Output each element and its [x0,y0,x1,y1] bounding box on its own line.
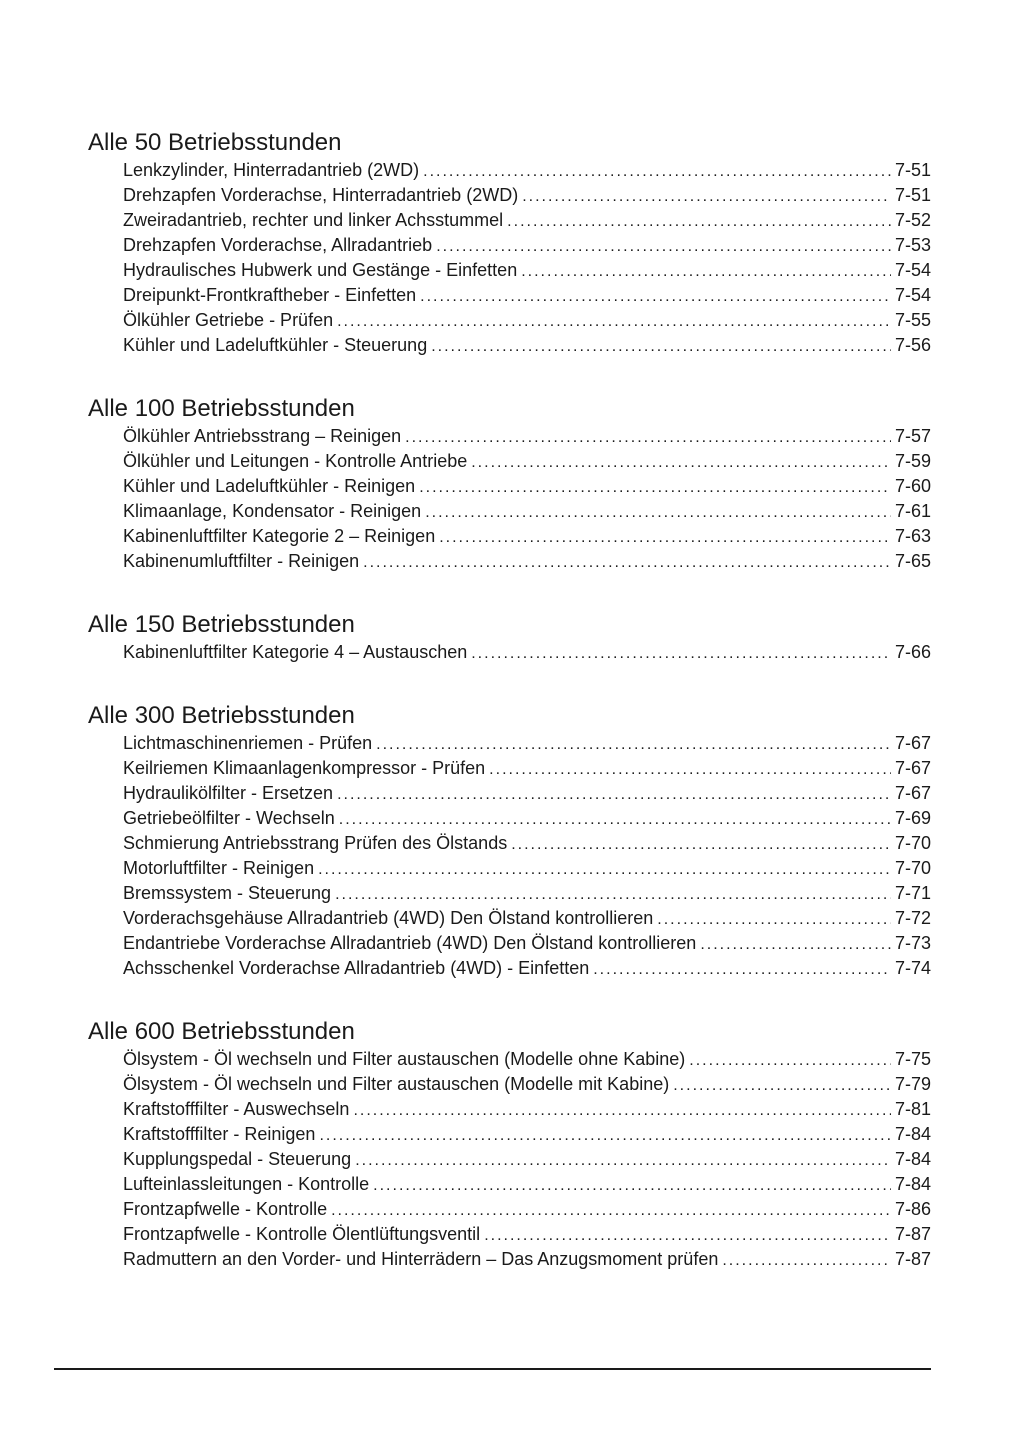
toc-entry[interactable] [88,1172,931,1197]
entry-list [88,158,931,358]
toc-entry[interactable] [88,1097,931,1122]
dot-leader [405,425,891,450]
entry-title: Ölsystem - Öl wechseln und Filter austauschen (Modelle ohne Kabine) [123,1049,686,1069]
toc-entry[interactable] [88,1072,931,1097]
toc-entry[interactable] [88,183,931,208]
table-of-contents [88,128,931,1272]
dot-leader [420,284,891,309]
entry-title: Drehzapfen Vorderachse, Allradantrieb [123,235,433,255]
entry-list [88,731,931,981]
entry-page-number: 7-71 [894,883,931,903]
toc-entry[interactable] [88,474,931,499]
entry-page-number: 7-79 [894,1074,931,1094]
section-title: Alle 150 Betriebsstunden [88,611,355,638]
entry-title: Dreipunkt-Frontkraftheber - Einfetten [123,285,417,305]
entry-title: Kabinenluftfilter Kategorie 2 – Reinigen [123,526,436,546]
toc-entry[interactable] [88,158,931,183]
dot-leader [363,550,891,575]
toc-entry[interactable] [88,333,931,358]
dot-leader [673,1073,891,1098]
dot-leader [439,525,891,550]
entry-page-number: 7-60 [894,476,931,496]
entry-page-number: 7-55 [894,310,931,330]
dot-leader [689,1048,891,1073]
entry-page-number: 7-70 [894,858,931,878]
toc-entry[interactable] [88,756,931,781]
toc-entry[interactable] [88,1147,931,1172]
toc-section [88,610,931,665]
entry-page-number: 7-63 [894,526,931,546]
entry-title: Getriebeölfilter - Wechseln [123,808,335,828]
entry-title: Motorluftfilter - Reinigen [123,858,315,878]
toc-entry[interactable] [88,781,931,806]
entry-page-number: 7-67 [894,733,931,753]
toc-entry[interactable] [88,1197,931,1222]
entry-title: Hydraulikölfilter - Ersetzen [123,783,334,803]
section-title: Alle 50 Betriebsstunden [88,129,342,156]
toc-entry[interactable] [88,258,931,283]
toc-entry[interactable] [88,549,931,574]
entry-page-number: 7-67 [894,783,931,803]
toc-entry[interactable] [88,499,931,524]
dot-leader [331,1198,891,1223]
entry-page-number: 7-65 [894,551,931,571]
dot-leader [337,782,891,807]
entry-title: Kupplungspedal - Steuerung [123,1149,352,1169]
entry-page-number: 7-51 [894,185,931,205]
entry-title: Kühler und Ladeluftkühler - Steuerung [123,335,428,355]
entry-title: Lufteinlassleitungen - Kontrolle [123,1174,370,1194]
entry-title: Radmuttern an den Vorder- und Hinterrädern – Das Anzugsmoment prüfen [123,1249,719,1269]
dot-leader [484,1223,891,1248]
toc-entry[interactable] [88,449,931,474]
toc-entry[interactable] [88,1047,931,1072]
entry-page-number: 7-51 [894,160,931,180]
entry-page-number: 7-67 [894,758,931,778]
dot-leader [521,259,891,284]
entry-list [88,640,931,665]
entry-title: Kraftstofffilter - Auswechseln [123,1099,350,1119]
toc-entry[interactable] [88,806,931,831]
toc-entry[interactable] [88,731,931,756]
toc-entry[interactable] [88,1222,931,1247]
dot-leader [353,1098,891,1123]
entry-page-number: 7-54 [894,285,931,305]
dot-leader [471,450,891,475]
entry-title: Frontzapfwelle - Kontrolle [123,1199,328,1219]
dot-leader [373,1173,891,1198]
entry-page-number: 7-52 [894,210,931,230]
toc-entry[interactable] [88,856,931,881]
section-title: Alle 600 Betriebsstunden [88,1018,355,1045]
entry-page-number: 7-70 [894,833,931,853]
dot-leader [489,757,891,782]
section-title: Alle 300 Betriebsstunden [88,702,355,729]
entry-page-number: 7-81 [894,1099,931,1119]
dot-leader [522,184,891,209]
dot-leader [593,957,891,982]
toc-entry[interactable] [88,1122,931,1147]
entry-title: Bremssystem - Steuerung [123,883,332,903]
entry-title: Frontzapfwelle - Kontrolle Ölentlüftungsventil [123,1224,481,1244]
entry-page-number: 7-84 [894,1149,931,1169]
entry-page-number: 7-61 [894,501,931,521]
toc-entry[interactable] [88,831,931,856]
dot-leader [431,334,891,359]
toc-entry[interactable] [88,640,931,665]
section-title: Alle 100 Betriebsstunden [88,395,355,422]
entry-title: Keilriemen Klimaanlagenkompressor - Prüfen [123,758,486,778]
entry-title: Schmierung Antriebsstrang Prüfen des Ölstands [123,833,508,853]
entry-page-number: 7-56 [894,335,931,355]
toc-entry[interactable] [88,208,931,233]
dot-leader [471,641,891,666]
toc-entry[interactable] [88,283,931,308]
entry-title: Drehzapfen Vorderachse, Hinterradantrieb (2WD) [123,185,519,205]
entry-page-number: 7-59 [894,451,931,471]
dot-leader [722,1248,891,1273]
toc-entry[interactable] [88,1247,931,1272]
entry-page-number: 7-84 [894,1174,931,1194]
entry-title: Ölsystem - Öl wechseln und Filter austauschen (Modelle mit Kabine) [123,1074,670,1094]
entry-title: Lenkzylinder, Hinterradantrieb (2WD) [123,160,420,180]
dot-leader [318,857,891,882]
dot-leader [436,234,891,259]
entry-page-number: 7-87 [894,1224,931,1244]
entry-list [88,424,931,574]
dot-leader [423,159,891,184]
entry-page-number: 7-84 [894,1124,931,1144]
dot-leader [339,807,891,832]
entry-title: Ölkühler und Leitungen - Kontrolle Antriebe [123,451,468,471]
entry-list [88,1047,931,1272]
toc-section [88,701,931,981]
entry-title: Zweiradantrieb, rechter und linker Achsstummel [123,210,504,230]
dot-leader [355,1148,891,1173]
entry-title: Achsschenkel Vorderachse Allradantrieb (4WD) - Einfetten [123,958,590,978]
entry-title: Klimaanlage, Kondensator - Reinigen [123,501,422,521]
entry-title: Kabinenluftfilter Kategorie 4 – Austauschen [123,642,468,662]
toc-entry[interactable] [88,308,931,333]
entry-page-number: 7-54 [894,260,931,280]
toc-entry[interactable] [88,906,931,931]
toc-entry[interactable] [88,881,931,906]
toc-entry[interactable] [88,956,931,981]
entry-title: Ölkühler Getriebe - Prüfen [123,310,334,330]
toc-entry[interactable] [88,233,931,258]
entry-title: Kühler und Ladeluftkühler - Reinigen [123,476,416,496]
entry-title: Kabinenumluftfilter - Reinigen [123,551,360,571]
entry-title: Lichtmaschinenriemen - Prüfen [123,733,373,753]
toc-entry[interactable] [88,424,931,449]
entry-page-number: 7-69 [894,808,931,828]
entry-title: Vorderachsgehäuse Allradantrieb (4WD) Den Ölstand kontrollieren [123,908,654,928]
dot-leader [657,907,891,932]
dot-leader [335,882,891,907]
entry-title: Hydraulisches Hubwerk und Gestänge - Einfetten [123,260,518,280]
entry-page-number: 7-86 [894,1199,931,1219]
entry-page-number: 7-73 [894,933,931,953]
entry-title: Endantriebe Vorderachse Allradantrieb (4WD) Den Ölstand kontrollieren [123,933,697,953]
toc-section [88,394,931,574]
toc-entry[interactable] [88,524,931,549]
dot-leader [507,209,891,234]
dot-leader [425,500,891,525]
entry-page-number: 7-57 [894,426,931,446]
entry-page-number: 7-66 [894,642,931,662]
toc-section [88,128,931,358]
footer-rule [54,1368,931,1370]
entry-page-number: 7-74 [894,958,931,978]
dot-leader [419,475,891,500]
entry-title: Ölkühler Antriebsstrang – Reinigen [123,426,402,446]
entry-page-number: 7-87 [894,1249,931,1269]
dot-leader [511,832,891,857]
dot-leader [337,309,891,334]
toc-entry[interactable] [88,931,931,956]
entry-page-number: 7-72 [894,908,931,928]
dot-leader [376,732,891,757]
toc-section [88,1017,931,1272]
entry-page-number: 7-75 [894,1049,931,1069]
dot-leader [319,1123,891,1148]
entry-page-number: 7-53 [894,235,931,255]
entry-title: Kraftstofffilter - Reinigen [123,1124,316,1144]
dot-leader [700,932,891,957]
